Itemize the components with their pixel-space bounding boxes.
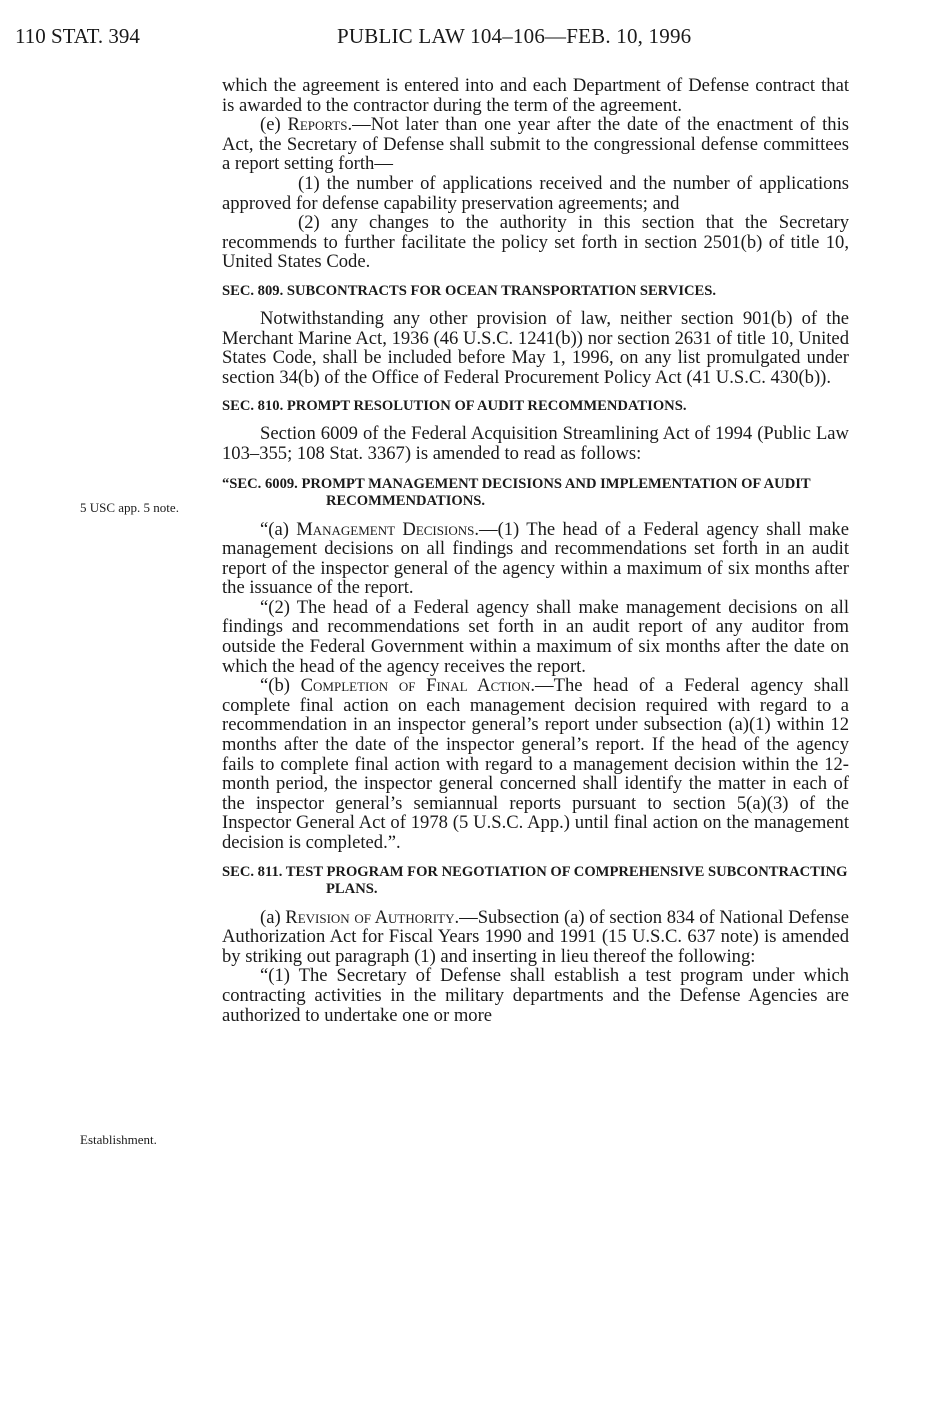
subsection-heading: Completion of Final Action <box>300 675 531 697</box>
section-heading-6009: “SEC. 6009. PROMPT MANAGEMENT DECISIONS AND IMPLEMENTATION OF AUDIT RECOMMENDATIONS. <box>222 475 811 509</box>
running-title: PUBLIC LAW 104–106—FEB. 10, 1996 <box>337 24 692 48</box>
paragraph: Section 6009 of the Federal Acquisition Streamlining Act of 1994 (Public Law 103–355; 108 Stat. 3367) is amended to read as follows: <box>222 423 849 464</box>
paragraph-text: .—(1) The head of a Federal agency shall make management decisions on all findings and recommendations set forth in an audit report of the inspector general of the agency within a maximum of six months after the issuance of the report. <box>222 518 849 599</box>
section-heading-811: SEC. 811. TEST PROGRAM FOR NEGOTIATION OF COMPREHENSIVE SUBCONTRACTING PLANS. <box>222 863 848 897</box>
paragraph: Notwithstanding any other provision of law, neither section 901(b) of the Merchant Marine Act, 1936 (46 U.S.C. 1241(b)) nor section 2631 of title 10, United States Code, shall be included before May 1, 1996, on any list promulgated under section 34(b) of the Office of Federal Procurement Policy Act (41 U.S.C. 430(b)). <box>222 307 849 388</box>
paragraph: “(1) The Secretary of Defense shall establish a test program under which contracting activities in the military departments and the Defense Agencies are authorized to undertake one or more <box>222 965 849 1026</box>
subsection-heading: Revision of Authority <box>285 906 455 928</box>
paragraph-lead: (e) <box>260 114 288 136</box>
paragraph-text: .—Subsection (a) of section 834 of National Defense Authorization Act for Fiscal Years 1990 and 1991 (15 U.S.C. 637 note) is amended by striking out paragraph (1) and inserting in lieu thereof the following: <box>222 906 849 967</box>
paragraph: (2) any changes to the authority in this section that the Secretary recommends to further facilitate the policy set forth in section 2501(b) of title 10, United States Code. <box>222 212 849 273</box>
page-header <box>15 24 925 54</box>
paragraph-revision <box>222 908 849 967</box>
section-heading-809: SEC. 809. SUBCONTRACTS FOR OCEAN TRANSPORTATION SERVICES. <box>222 282 717 299</box>
paragraph-lead: “(a) <box>260 518 297 540</box>
paragraph-lead: (a) <box>260 906 286 928</box>
section-heading-810: SEC. 810. PROMPT RESOLUTION OF AUDIT RECOMMENDATIONS. <box>222 398 687 415</box>
paragraph-lead: “(b) <box>260 675 301 697</box>
paragraph-text: .—The head of a Federal agency shall complete final action on each management decision required with regard to a recommendation in an inspector general’s report under subsection (a)(1) within 12 months after the date of the inspector general’s report. If the head of the agency fails to complete final action with regard to a management decision within the 12-month period, the inspector general concerned shall identify the matter in each of the inspector general’s semiannual reports pursuant to section 5(a)(3) of the Inspector General Act of 1978 (5 U.S.C. App.) until final action on the management decision is completed.”. <box>222 675 849 853</box>
margin-note-establishment: Establishment. <box>80 1132 157 1147</box>
paragraph: (1) the number of applications received and the number of applications approved for defense capability preservation agreements; and <box>222 172 849 214</box>
paragraph-completion <box>222 676 849 852</box>
subsection-heading: Management Decisions <box>296 518 475 540</box>
main-text <box>222 76 849 1025</box>
subsection-heading: Reports <box>287 114 348 136</box>
paragraph-management-decisions <box>222 520 849 598</box>
paragraph: which the agreement is entered into and each Department of Defense contract that is awarded to the contractor during the term of the agreement. <box>222 75 849 116</box>
page-number: 110 STAT. 394 <box>15 24 140 48</box>
paragraph-text: .—Not later than one year after the date of the enactment of this Act, the Secretary of Defense shall submit to the congressional defense committees a report setting forth— <box>222 114 849 175</box>
margin-note-usc: 5 USC app. 5 note. <box>80 500 179 515</box>
paragraph: “(2) The head of a Federal agency shall make management decisions on all findings and recommendations set forth in an audit report of any auditor from outside the Federal Government within a maximum of six months after the date on which the head of the agency receives the report. <box>222 596 849 677</box>
paragraph-reports <box>222 115 849 174</box>
